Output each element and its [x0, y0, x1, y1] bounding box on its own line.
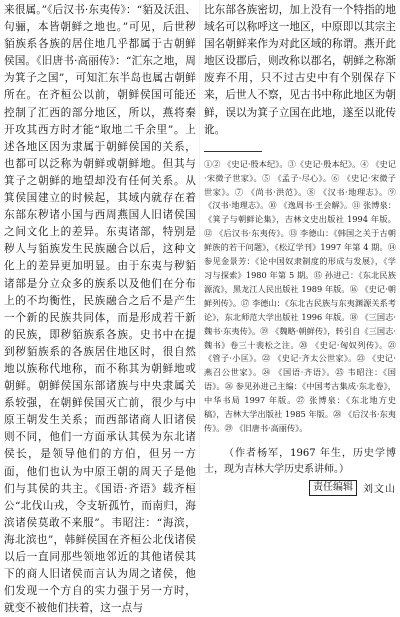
footnote-divider: [204, 151, 262, 152]
right-column: [204, 2, 396, 500]
editor-label: 责任编辑: [309, 480, 357, 496]
footnotes: ①② 《史记·殷本纪》。③《史记·殷本纪》。④ 《史记·宋微子世家》。⑤ 《孟子·尽心》。⑥ 《史记·宋微子世家》。⑦ 《尚书·洪范》。⑧ 《汉书·地理志》。⑨ 《汉书·地理志》。⑩ 《逸周书·王会解》。⑪ 张博泉：《箕子与朝鲜论集》，吉林文史出版社 1994 年版。⑫ 《后汉书·东夷传》。⑬ 李德山：《韩国之关于古朝鲜族的若干问题》，《松辽学刊》1997 年第 4 期。⑭ 参见金景芳：《论中国奴隶制度的形成与发展》，《学习与探索》1980 年第 5 期。⑮ 孙进己：《东北民族源流》，黑龙江人民出版社 1989 年版。⑯ 《史记·朝鲜列传》。⑰ 李德山：《东北古民族与东夷渊源关系考论》，东北师范大学出版社 1996 年版。⑱ 《三国志·魏书·东夷传》。⑲ 《魏略·朝鲜传》，转引自《三国志·魏书》卷三十裴松之注。⑳ 《史记·匈奴列传》。㉑ 《管子·小匡》。㉒ 《史记·齐太公世家》。㉓ 《史记·燕召公世家》。㉔ 《国语·齐语》。㉕ 韦昭注：《国语》。㉖ 参见孙进己主编：《中国考古集成·东北卷》，中华书局 1997 年版。㉗ 张博泉：《东北地方史稿》，吉林大学出版社 1985 年版。㉘ 《后汉书·东夷传》。㉙ 《旧唐书·高丽传》。: [204, 158, 396, 433]
column-gutter: [199, 0, 200, 500]
right-body-text: 比东部各族密切，加上没有一个特指的地域名可以称呼这一地区，中原即以其宗主国名朝鲜来作为对此区域的称谓。燕开此地区设郡后，则改称以郡名，朝鲜之称渐废弃不用，只不过古史中有个别保存下来，后世人不察，见古书中称此地区为朝鲜，误以为箕子立国在此地，遂至以讹传讹。: [204, 4, 396, 136]
left-body-text: 来很属。”《后汉书·东夷传》：“貊及沃沮、句骊，本皆朝鲜之地也。”可见，后世秽貊族系各族的居住地几乎都属于古朝鲜侯国。《旧唐书·高丽传》：“汇东之地，周为箕子之国”，可知汇东半岛也属古朝鲜所在。在齐桓公以前，朝鲜侯国可能还控制了汇西的部分地区，所以，燕将秦开攻其西方时才能“取地二千余里”。上述各地区因为隶属于朝鲜侯国的关系，也都可以泛称为朝鲜或朝鲜地。但其与箕子之朝鲜的地望却没有任何关系。从箕侯国建立的时候起，其域内就存在着东部东秽诸小国与西周燕国人旧诸侯国之间文化上的差异。东夷诸部，特别是秽人与貊族发生民族融合以后，这种文化上的差异更加明显。由于东夷与秽貊诸部是分立众多的族系以及他们在分布上的不均衡性，民族融合之后不是产生一个新的民族共同体，而是形成若干新的民族，即秽貊族系各族。史书中在提到秽貊族系的各族居住地区时，很自然地以族称代地称，而不称其为朝鲜地或朝鲜。朝鲜侯国东部诸族与中央隶属关系较强，在朝鲜侯国灭亡前，很少与中原王朝发生关系；而西部诸商人旧诸侯则不同，他们一方面承认其侯为东北诸侯长，是领导他们的方伯，但另一方面，他们也认为中原王朝的周天子是他们与其侯的共主。《国语·齐语》载齐桓公“北伐山戎，令支斩孤竹，而南归，海滨诸侯莫敢不来服”。韦昭注：“海滨，海北滨也”，韩鲜侯国在齐桓公北伐诸侯以后一直同那些领地邻近的其他诸侯其下的商人旧诸侯而言认为周之诸侯，他们发现一个方自的实力强于另一方时，就变不被他们扶着，这一点与: [4, 4, 196, 615]
editor-credit: [204, 480, 396, 496]
author-bio: （作者杨军，1967 年生，历史学博士，现为吉林大学历史系讲师。）: [204, 447, 396, 475]
left-column: [4, 2, 196, 615]
editor-name: 刘文山: [363, 484, 396, 496]
